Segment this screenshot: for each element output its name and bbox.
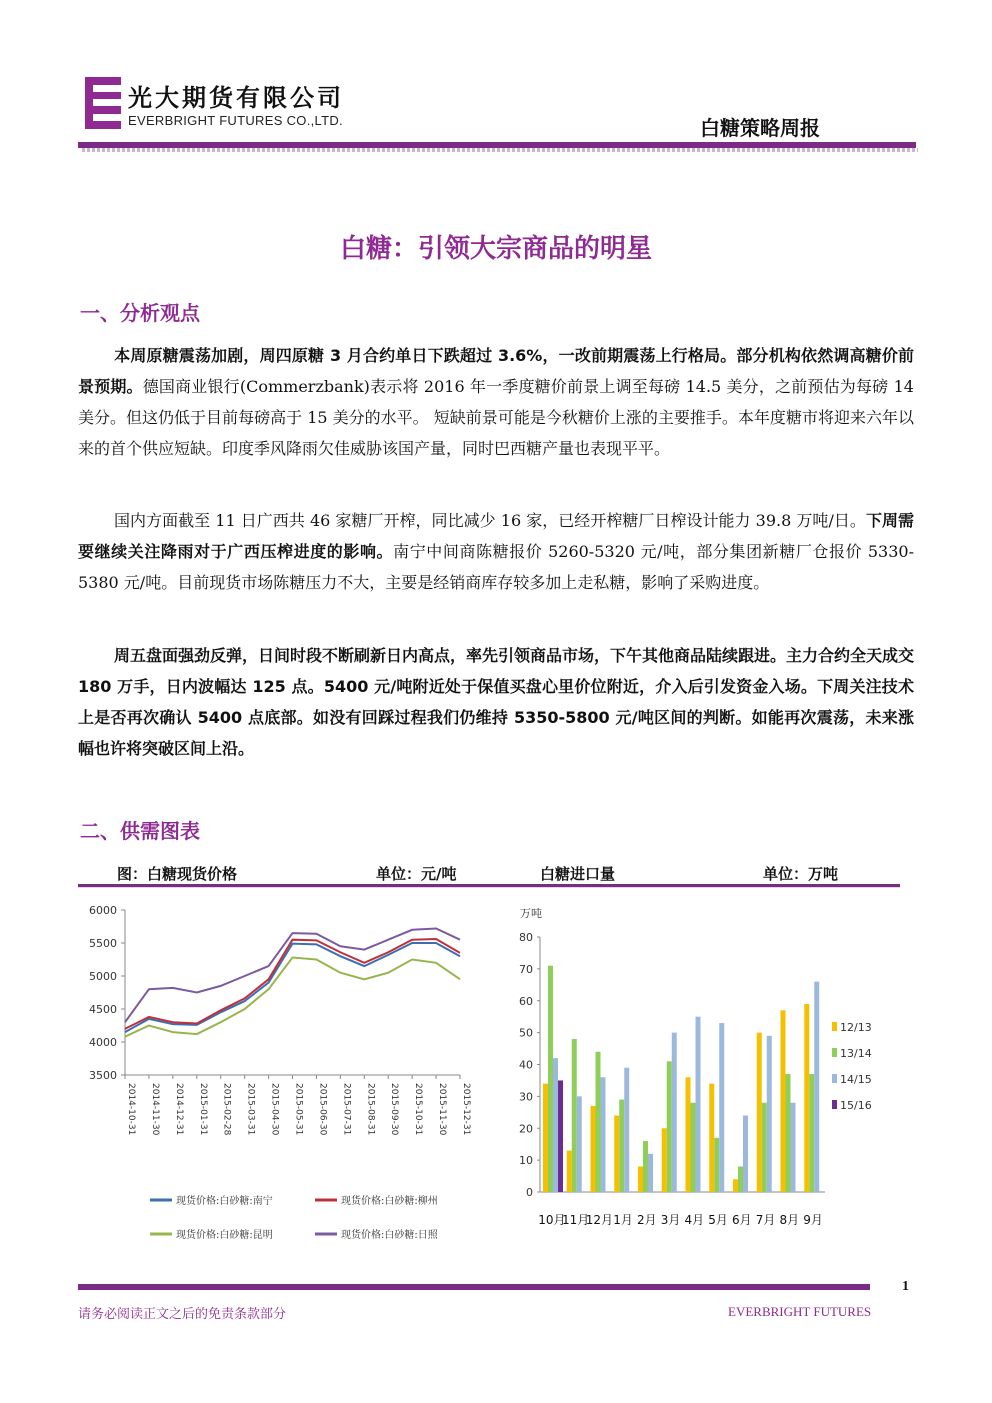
- bar: [743, 1116, 748, 1193]
- x-tick-label: 2014-10-31: [126, 1083, 136, 1136]
- y-tick-label: 6000: [89, 904, 117, 917]
- legend-label: 13/14: [840, 1047, 872, 1060]
- bar: [601, 1077, 606, 1192]
- series-line: [125, 939, 460, 1029]
- x-tick-label: 7月: [755, 1213, 776, 1227]
- paragraph-3-bold: 周五盘面强劲反弹，日间时段不断刷新日内高点，率先引领商品市场，下午其他商品陆续跟进。主力合约全天成交 180 万手，日内波幅达 125 点。5400 元/吨附近处于保值买盘心里价位附近，介入后引发资金入场。下周关注技术上是否再次确认 5400 点底部。如没有回踩过程我们仍维持 5350-5800 元/吨区间的判断。如能再次震荡，未来涨幅也许将突破区间上沿。: [78, 646, 915, 758]
- bar: [548, 966, 553, 1192]
- legend-swatch: [832, 1022, 837, 1031]
- x-tick-label: 2015-04-30: [269, 1083, 280, 1136]
- legend-label: 现货价格:白砂糖:昆明: [176, 1230, 273, 1241]
- y-tick-label: 4000: [89, 1036, 117, 1049]
- bar: [781, 1010, 786, 1192]
- bar: [567, 1151, 572, 1192]
- y-tick-label: 10: [519, 1154, 533, 1168]
- bar: [558, 1080, 563, 1192]
- legend-label: 现货价格:白砂糖:南宁: [176, 1196, 273, 1207]
- x-tick-label: 11月: [561, 1213, 590, 1227]
- x-tick-label: 2015-06-30: [317, 1083, 328, 1136]
- legend-swatch: [832, 1100, 837, 1109]
- bar: [762, 1103, 767, 1192]
- x-tick-label: 2015-05-31: [293, 1083, 304, 1136]
- x-tick-label: 9月: [803, 1213, 823, 1227]
- y-tick-label: 70: [519, 962, 533, 976]
- bar: [767, 1036, 772, 1192]
- bar: [591, 1106, 596, 1192]
- section-title-analysis: 一、分析观点: [80, 301, 200, 325]
- x-tick-label: 5月: [708, 1213, 728, 1227]
- y-tick-label: 50: [519, 1026, 533, 1040]
- paragraph-2-text-a: 国内方面截至 11 日广西共 46 家糖厂开榨，同比减少 16 家，已经开榨糖厂日榨设计能力 39.8 万吨/日。: [114, 511, 866, 530]
- bar: [686, 1077, 691, 1192]
- bar: [719, 1023, 724, 1192]
- legend-swatch: [832, 1074, 837, 1083]
- y-tick-label: 4500: [89, 1003, 117, 1016]
- bar: [638, 1167, 643, 1193]
- bar: [804, 1004, 809, 1192]
- paragraph-2-bold: 下周需要继续关注降雨对于广西压榨进度的影响。: [78, 511, 914, 561]
- legend-swatch: [832, 1048, 837, 1057]
- x-tick-label: 1月: [613, 1213, 633, 1227]
- right-chart-caption: 白糖进口量: [540, 865, 616, 883]
- x-tick-label: 3月: [660, 1213, 681, 1227]
- paragraph-2: [78, 505, 914, 598]
- disclaimer-text: 请务必阅读正文之后的免责条款部分: [78, 1307, 287, 1322]
- import-volume-bar-chart: [510, 895, 895, 1240]
- x-tick-label: 2015-09-30: [389, 1083, 400, 1136]
- bar: [577, 1096, 582, 1192]
- bar: [791, 1103, 796, 1192]
- bar: [543, 1084, 548, 1192]
- paragraph-1: [78, 340, 914, 464]
- x-tick-label: 2015-03-31: [245, 1083, 256, 1136]
- bar: [672, 1033, 677, 1192]
- bar: [648, 1154, 653, 1192]
- bar: [757, 1033, 762, 1192]
- y-tick-label: 5500: [89, 937, 117, 950]
- page-number: 1: [902, 1279, 909, 1294]
- y-tick-label: 20: [519, 1122, 533, 1136]
- y-tick-label: 0: [526, 1186, 533, 1199]
- x-tick-label: 12月: [585, 1213, 614, 1227]
- left-chart-caption: 图：白糖现货价格: [117, 865, 238, 883]
- y-tick-label: 3500: [89, 1069, 117, 1082]
- paragraph-2-text-b: 南宁中间商陈糖报价 5260-5320 元/吨，部分集团新糖厂仓报价 5330-5380 元/吨。目前现货市场陈糖压力不大，主要是经销商库存较多加上走私糖，影响了采购进度。: [78, 542, 914, 592]
- bar: [691, 1103, 696, 1192]
- company-name-cn: 光大期货有限公司: [128, 83, 344, 112]
- x-tick-label: 2015-07-31: [341, 1083, 352, 1136]
- bar: [709, 1084, 714, 1192]
- bar: [714, 1138, 719, 1192]
- x-tick-label: 2015-01-31: [197, 1083, 208, 1136]
- chart-header-divider-shadow: [78, 887, 900, 888]
- bar: [667, 1061, 672, 1192]
- legend-label: 15/16: [840, 1099, 872, 1112]
- y-tick-label: 40: [519, 1058, 533, 1072]
- paragraph-3: [78, 640, 914, 764]
- bar: [733, 1179, 738, 1192]
- y-tick-label: 30: [519, 1090, 533, 1104]
- x-tick-label: 2014-12-31: [173, 1083, 184, 1136]
- bar: [619, 1100, 624, 1192]
- report-title: 白糖策略周报: [700, 116, 820, 140]
- footer-brand: EVERBRIGHT FUTURES: [728, 1304, 872, 1319]
- section-title-charts: 二、供需图表: [80, 819, 200, 843]
- x-tick-label: 2月: [637, 1213, 657, 1227]
- x-tick-label: 4月: [684, 1213, 705, 1227]
- left-chart-unit: 单位：元/吨: [376, 865, 457, 883]
- paragraph-1-bold: 本周原糖震荡加剧，周四原糖 3 月合约单日下跌超过 3.6%，一改前期震荡上行格局。部分机构依然调高糖价前景预期。: [78, 346, 914, 396]
- legend-label: 14/15: [840, 1073, 872, 1086]
- legend-label: 现货价格:白砂糖:日照: [341, 1230, 438, 1241]
- bar: [624, 1068, 629, 1192]
- bar: [809, 1074, 814, 1192]
- series-line: [125, 928, 460, 1022]
- company-logo-icon: [85, 77, 121, 129]
- bar: [738, 1167, 743, 1193]
- bar: [614, 1116, 619, 1193]
- x-tick-label: 10月: [538, 1213, 566, 1227]
- bar: [662, 1128, 667, 1192]
- x-tick-label: 2015-08-31: [365, 1083, 376, 1136]
- x-tick-label: 2015-12-31: [461, 1083, 471, 1136]
- footer-divider: [78, 1284, 870, 1290]
- x-tick-label: 2014-11-30: [149, 1083, 160, 1136]
- y-tick-label: 80: [519, 931, 533, 944]
- legend-label: 12/13: [840, 1021, 872, 1034]
- y-axis-title: 万吨: [520, 907, 542, 920]
- spot-price-line-chart: [80, 895, 480, 1250]
- right-chart-unit: 单位：万吨: [763, 865, 839, 883]
- legend-label: 现货价格:白砂糖:柳州: [341, 1196, 438, 1207]
- bar: [572, 1039, 577, 1192]
- company-name-en: EVERBRIGHT FUTURES CO.,LTD.: [128, 113, 343, 128]
- y-tick-label: 60: [519, 994, 533, 1008]
- bar: [643, 1141, 648, 1192]
- x-tick-label: 2015-10-31: [413, 1083, 424, 1136]
- bar: [596, 1052, 601, 1192]
- bar: [814, 982, 819, 1192]
- y-tick-label: 5000: [89, 970, 117, 983]
- header-divider-shadow: [82, 148, 918, 152]
- document-title: 白糖：引领大宗商品的明星: [339, 234, 652, 264]
- bar: [786, 1074, 791, 1192]
- bar: [553, 1058, 558, 1192]
- paragraph-1-text: 德国商业银行(Commerzbank)表示将 2016 年一季度糖价前景上调至每磅 14.5 美分，之前预估为每磅 14 美分。但这仍低于目前每磅高于 15 美分的水平。 短缺前景可能是今秋糖价上涨的主要推手。本年度糖市将迎来六年以来的首个供应短缺。印度季风降雨欠佳威胁该国产量，同时巴西糖产量也表现平平。: [78, 377, 914, 458]
- x-tick-label: 8月: [779, 1213, 800, 1227]
- x-tick-label: 2015-02-28: [221, 1083, 232, 1136]
- x-tick-label: 6月: [732, 1213, 752, 1227]
- x-tick-label: 2015-11-30: [437, 1083, 448, 1136]
- bar: [696, 1017, 701, 1192]
